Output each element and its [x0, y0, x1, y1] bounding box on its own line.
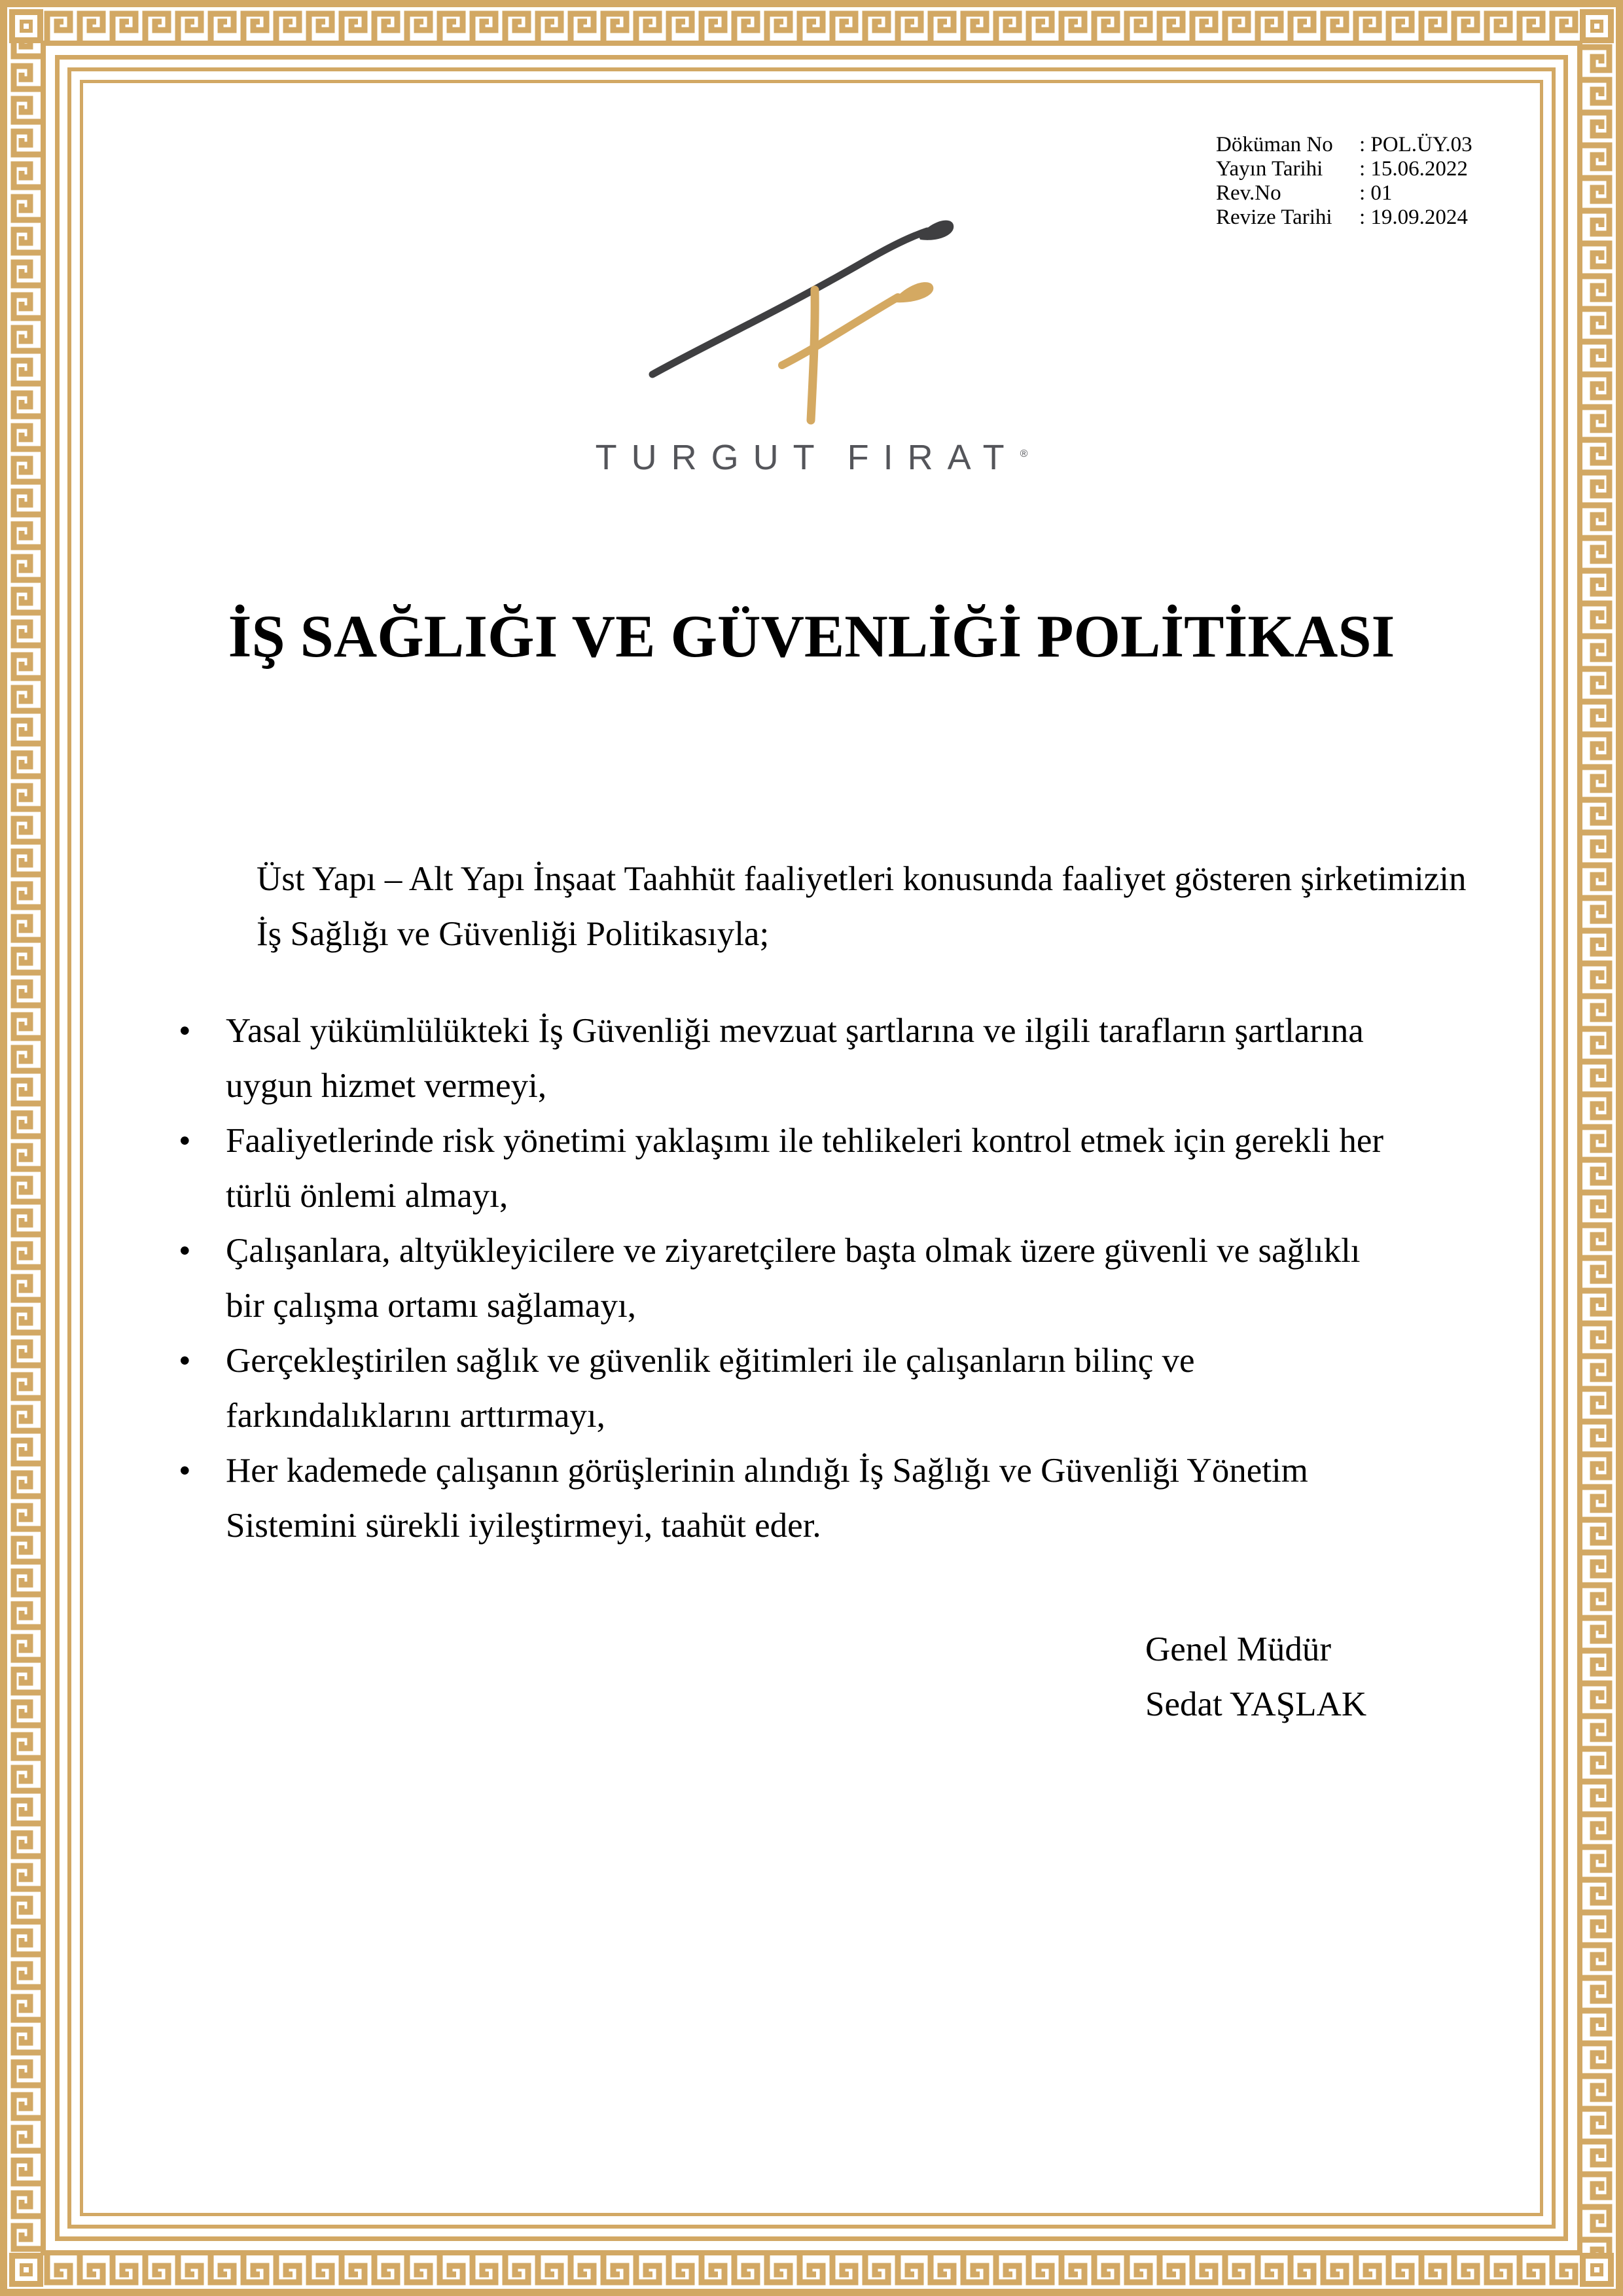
- bullet-line: bir çalışma ortamı sağlamayı,: [226, 1287, 636, 1325]
- doc-info-label: Yayın Tarihi: [1216, 157, 1323, 181]
- doc-info-value: : 19.09.2024: [1359, 206, 1468, 229]
- intro-line: Üst Yapı – Alt Yapı İnşaat Taahhüt faaliyetleri konusunda faaliyet gösteren şirketimizin: [257, 860, 1467, 898]
- bullet-marker: •: [179, 1342, 191, 1380]
- border-corner-medallion: [9, 9, 43, 43]
- doc-info-row: [1216, 157, 1472, 181]
- signature-role: Genel Müdür: [1145, 1630, 1332, 1668]
- border-corner-medallion: [9, 2253, 43, 2287]
- policy-bullet-list: [179, 1003, 1383, 1553]
- doc-info-row: [1216, 181, 1472, 206]
- border-corner-inner-square: [1590, 20, 1603, 33]
- signature-name: Sedat YAŞLAK: [1145, 1685, 1367, 1723]
- bullet-line: farkındalıklarını arttırmayı,: [226, 1397, 605, 1435]
- bullet-marker: •: [179, 1232, 191, 1270]
- bullet-marker: •: [179, 1452, 191, 1490]
- signature-block: [1145, 1622, 1366, 1732]
- bullet-line: Yasal yükümlülükteki İş Güvenliği mevzuat şartlarına ve ilgili tarafların şartlarına: [226, 1012, 1364, 1050]
- bullet-line: Her kademede çalışanın görüşlerinin alındığı İş Sağlığı ve Güvenliği Yönetim: [226, 1452, 1308, 1490]
- greek-key-border-left: [10, 43, 46, 2253]
- doc-info-value: : 01: [1359, 181, 1393, 205]
- bullet-marker: •: [179, 1012, 191, 1050]
- bullet-line: türlü önlemi almayı,: [226, 1177, 508, 1215]
- greek-key-border-bottom: [43, 2250, 1580, 2286]
- border-corner-inner-square: [20, 20, 33, 33]
- logo-f-vertical-stroke: [811, 290, 815, 420]
- intro-paragraph: [257, 852, 1467, 961]
- wordmark-second-word: FIRAT: [847, 438, 1019, 477]
- logo-f-arm-stroke: [782, 297, 898, 365]
- doc-info-row: [1216, 206, 1472, 230]
- doc-info-label: Revize Tarihi: [1216, 206, 1332, 229]
- page-title: İŞ SAĞLIĞI VE GÜVENLİĞİ POLİTİKASI: [228, 603, 1395, 670]
- greek-key-border-top: [43, 10, 1580, 46]
- bullet-line: Sistemini sürekli iyileştirmeyi, taahüt eder.: [226, 1507, 821, 1545]
- registered-trademark-icon: ®: [1020, 448, 1028, 459]
- border-corner-medallion: [1580, 2253, 1614, 2287]
- doc-info-value: : POL.ÜY.03: [1359, 133, 1472, 156]
- policy-bullet-item: [179, 1223, 1383, 1333]
- policy-bullet-item: [179, 1333, 1383, 1443]
- doc-info-label: Rev.No: [1216, 181, 1281, 205]
- document-info-block: [1216, 133, 1472, 230]
- company-logo-monogram-icon: [582, 216, 1041, 432]
- company-wordmark: [0, 437, 1623, 478]
- border-corner-medallion: [1580, 9, 1614, 43]
- wordmark-first-word: TURGUT: [595, 438, 829, 477]
- doc-info-label: Döküman No: [1216, 133, 1333, 156]
- policy-bullet-item: [179, 1003, 1383, 1113]
- bullet-line: Faaliyetlerinde risk yönetimi yaklaşımı ile tehlikeleri kontrol etmek için gerekli her: [226, 1122, 1384, 1160]
- doc-info-row: [1216, 133, 1472, 157]
- border-corner-inner-square: [20, 2263, 33, 2276]
- bullet-marker: •: [179, 1122, 191, 1160]
- bullet-line: uygun hizmet vermeyi,: [226, 1067, 547, 1105]
- bullet-line: Gerçekleştirilen sağlık ve güvenlik eğitimleri ile çalışanların bilinç ve: [226, 1342, 1195, 1380]
- doc-info-value: : 15.06.2022: [1359, 157, 1468, 181]
- logo-f-arm-hook: [894, 282, 933, 302]
- border-corner-inner-square: [1590, 2263, 1603, 2276]
- intro-line: İş Sağlığı ve Güvenliği Politikasıyla;: [257, 915, 770, 953]
- policy-bullet-item: [179, 1113, 1383, 1223]
- bullet-line: Çalışanlara, altyükleyicilere ve ziyaretçilere başta olmak üzere güvenli ve sağlıklı: [226, 1232, 1361, 1270]
- greek-key-border-right: [1577, 43, 1613, 2253]
- policy-bullet-item: [179, 1443, 1383, 1553]
